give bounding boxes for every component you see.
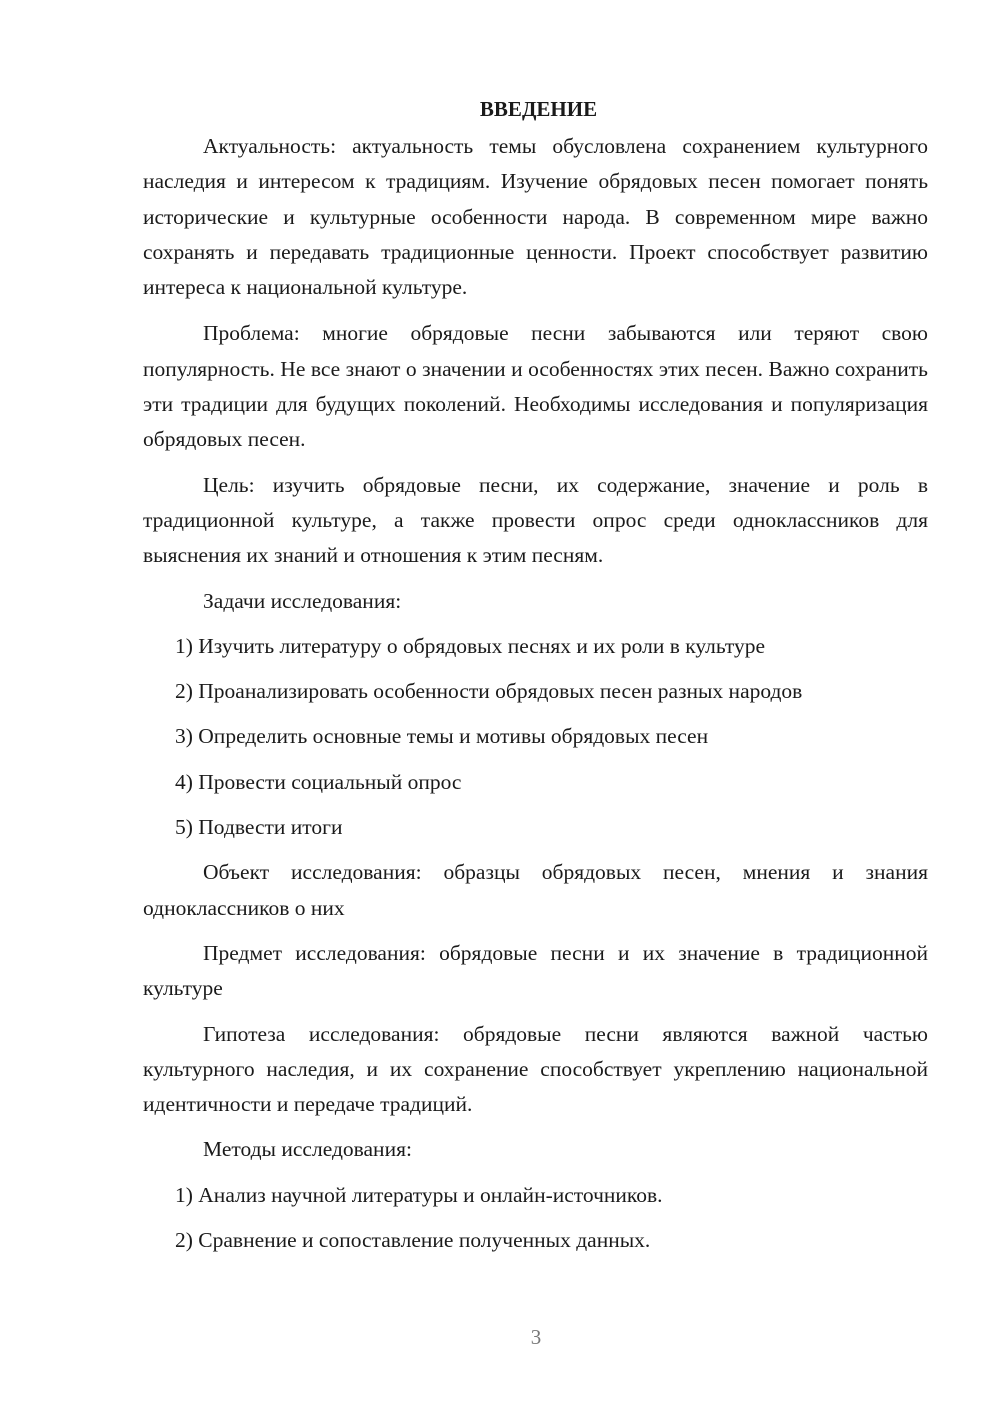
list-item: 1) Анализ научной литературы и онлайн-источников.	[175, 1182, 663, 1207]
subject-paragraph: Предмет исследования: обрядовые песни и их значение в традиционной культуре	[143, 940, 928, 1001]
methods-label: Методы исследования:	[203, 1137, 412, 1162]
object-paragraph: Объект исследования: образцы обрядовых песен, мнения и знания одноклассников о них	[143, 860, 928, 920]
list-item: 3) Определить основные темы и мотивы обрядовых песен	[175, 724, 709, 749]
hypothesis-paragraph: Гипотеза исследования: обрядовые песни являются важной частью культурного наследия, и их сохранение способствует укреплению национальной идентичности и передаче традиций.	[143, 1021, 928, 1117]
list-item: 2) Проанализировать особенности обрядовых песен разных народов	[175, 679, 803, 704]
list-item: 4) Провести социальный опрос	[175, 769, 462, 794]
tasks-list	[143, 629, 928, 845]
goal-paragraph: Цель: изучить обрядовые песни, их содержание, значение и роль в традиционной культуре, а также провести опрос среди одноклассников для выяснения их знаний и отношения к этим песням.	[143, 472, 928, 568]
problem-paragraph: Проблема: многие обрядовые песни забываются или теряют свою популярность. Не все знают о значении и особенностях этих песен. Важно сохранить эти традиции для будущих поколений. Необходимы исследования и популяризация обрядовых песен.	[143, 321, 928, 452]
methods-list	[143, 1178, 928, 1259]
list-item: 5) Подвести итоги	[175, 815, 343, 840]
page-title: ВВЕДЕНИЕ	[479, 97, 598, 121]
document-page	[143, 92, 928, 1268]
page-number: 3	[530, 1325, 542, 1349]
list-item: 2) Сравнение и сопоставление полученных данных.	[175, 1228, 651, 1253]
list-item: 1) Изучить литературу о обрядовых песнях и их роли в культуре	[175, 633, 766, 658]
tasks-label: Задачи исследования:	[203, 588, 402, 613]
relevance-paragraph: Актуальность: актуальность темы обусловлена сохранением культурного наследия и интересом к традициям. Изучение обрядовых песен помогает понять исторические и культурные особенности народа. В современном мире важно сохранять и передавать традиционные ценности. Проект способствует развитию интереса к национальной культуре.	[143, 134, 928, 300]
